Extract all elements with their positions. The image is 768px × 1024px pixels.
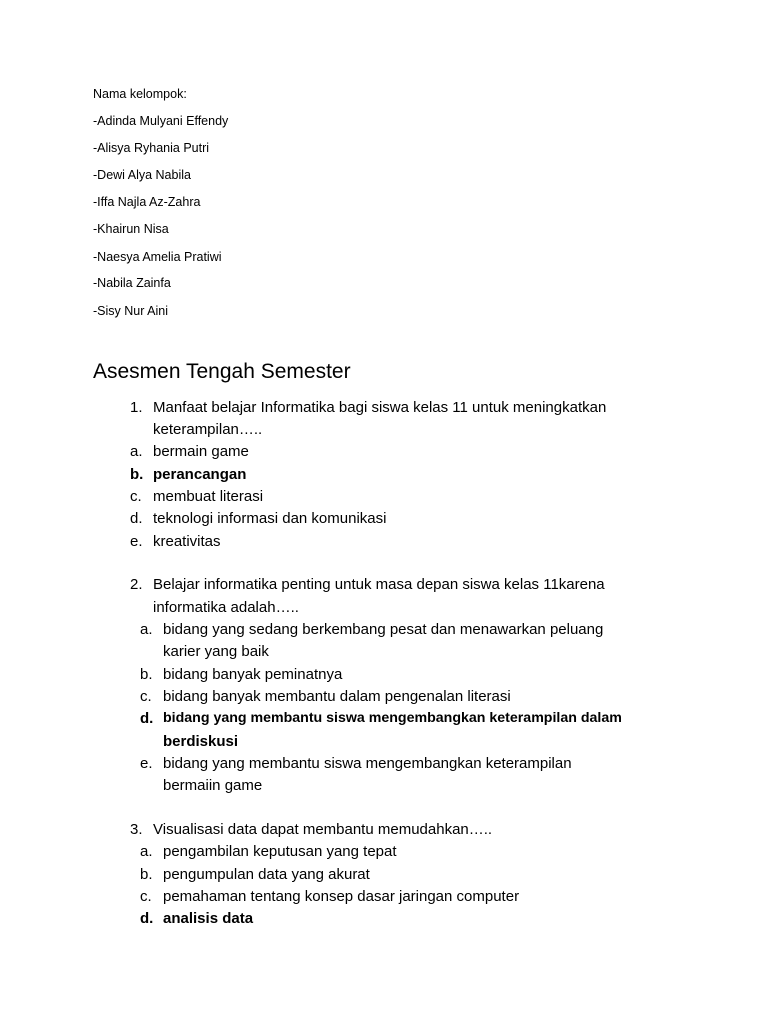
option-text: membuat literasi — [153, 488, 264, 505]
group-header: Nama kelompok: — [93, 87, 187, 101]
option-letter: c. — [140, 888, 152, 905]
option-letter: c. — [130, 488, 142, 505]
option-letter: b. — [140, 666, 153, 683]
option-text: pengambilan keputusan yang tepat — [163, 843, 397, 860]
group-member: -Khairun Nisa — [93, 222, 169, 236]
option-letter-answer: d. — [140, 710, 154, 727]
option-text: bidang banyak peminatnya — [163, 666, 343, 683]
question-text: keterampilan….. — [153, 421, 263, 438]
question-number: 2. — [130, 576, 143, 593]
option-text-answer: bidang yang membantu siswa mengembangkan keterampilan dalam — [163, 710, 622, 726]
question-text: Visualisasi data dapat membantu memudahkan….. — [153, 821, 493, 838]
option-letter: a. — [130, 443, 143, 460]
question-text: Belajar informatika penting untuk masa depan siswa kelas 11karena — [153, 576, 605, 593]
group-member: -Dewi Alya Nabila — [93, 168, 191, 182]
option-letter: a. — [140, 843, 153, 860]
group-member: -Nabila Zainfa — [93, 276, 171, 290]
option-letter: e. — [130, 533, 143, 550]
page-title: Asesmen Tengah Semester — [93, 360, 351, 383]
option-text: kreativitas — [153, 533, 221, 550]
group-member: -Sisy Nur Aini — [93, 304, 169, 318]
group-member: -Adinda Mulyani Effendy — [93, 114, 229, 128]
option-letter: c. — [140, 688, 152, 705]
option-text-answer: analisis data — [163, 910, 254, 927]
option-text: bermaiin game — [163, 777, 263, 794]
option-text-answer: berdiskusi — [163, 733, 239, 750]
option-text: bermain game — [153, 443, 249, 460]
option-letter-answer: b. — [130, 466, 144, 483]
option-text-answer: perancangan — [153, 466, 247, 483]
question-number: 3. — [130, 821, 143, 838]
option-text: bidang yang membantu siswa mengembangkan keterampilan — [163, 755, 572, 772]
option-text: karier yang baik — [163, 643, 269, 660]
question-text: Manfaat belajar Informatika bagi siswa kelas 11 untuk meningkatkan — [153, 399, 607, 416]
group-member: -Iffa Najla Az-Zahra — [93, 195, 201, 209]
question-text: informatika adalah….. — [153, 599, 299, 616]
option-letter: d. — [130, 510, 143, 527]
option-text: bidang yang sedang berkembang pesat dan menawarkan peluang — [163, 621, 604, 638]
option-letter: b. — [140, 866, 153, 883]
option-letter: e. — [140, 755, 153, 772]
option-letter-answer: d. — [140, 910, 154, 927]
group-member: -Naesya Amelia Pratiwi — [93, 250, 222, 264]
option-letter: a. — [140, 621, 153, 638]
question-number: 1. — [130, 399, 143, 416]
group-member: -Alisya Ryhania Putri — [93, 141, 210, 155]
option-text: teknologi informasi dan komunikasi — [153, 510, 387, 527]
option-text: pengumpulan data yang akurat — [163, 866, 370, 883]
option-text: pemahaman tentang konsep dasar jaringan computer — [163, 888, 520, 905]
option-text: bidang banyak membantu dalam pengenalan literasi — [163, 688, 511, 705]
